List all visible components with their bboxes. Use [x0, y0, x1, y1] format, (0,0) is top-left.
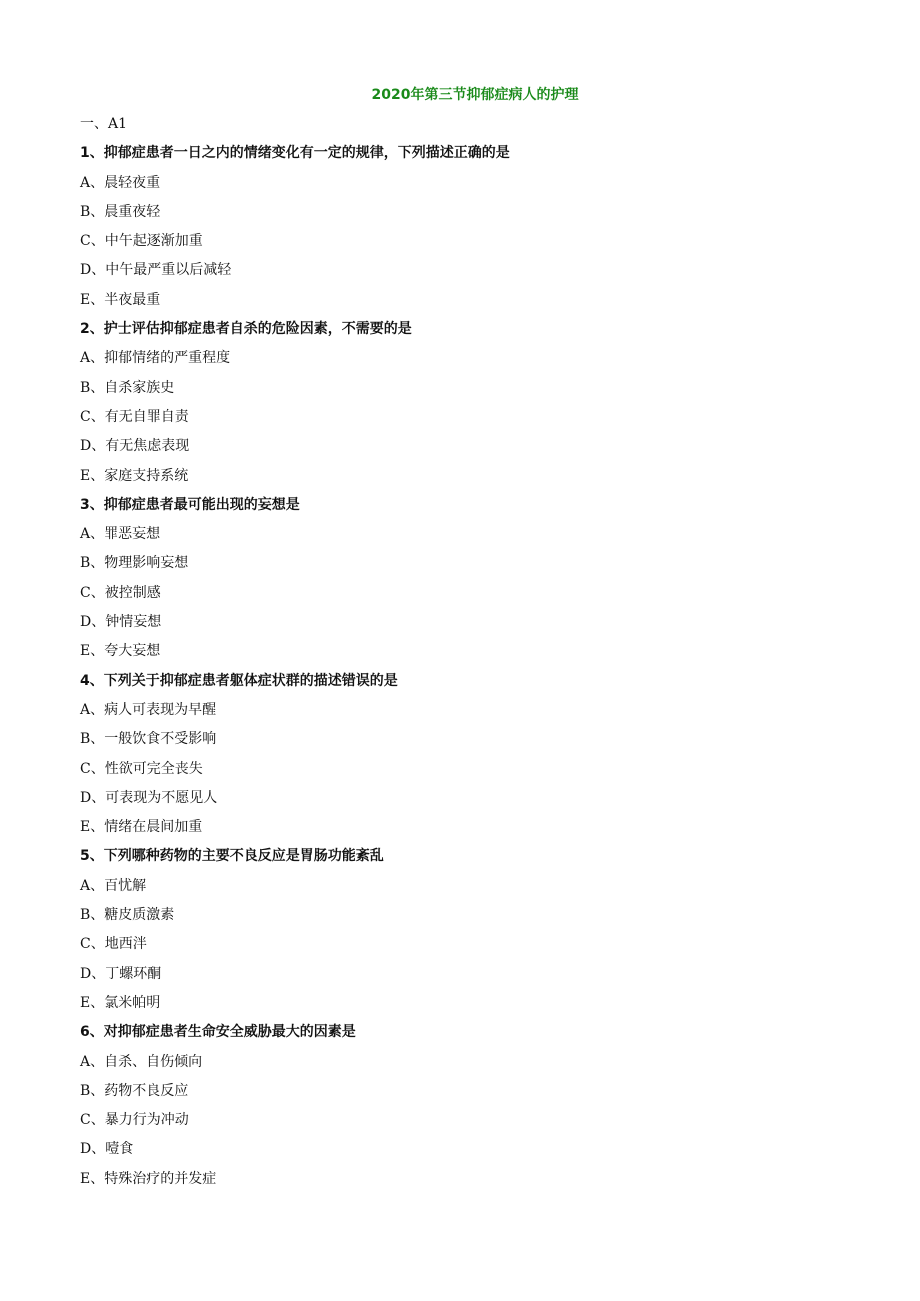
- answer-option: C、有无自罪自责: [80, 408, 189, 425]
- answer-option: A、病人可表现为早醒: [80, 701, 217, 718]
- answer-option: D、噎食: [80, 1141, 134, 1158]
- answer-option: B、一般饮食不受影响: [80, 731, 217, 748]
- question-text: 4、下列关于抑郁症患者躯体症状群的描述错误的是: [80, 672, 398, 689]
- question-block: [80, 494, 840, 670]
- question-text: 6、对抑郁症患者生命安全威胁最大的因素是: [80, 1024, 356, 1041]
- answer-option: A、自杀、自伤倾向: [80, 1053, 203, 1070]
- answer-option: B、物理影响妄想: [80, 555, 189, 572]
- answer-option: C、中午起逐渐加重: [80, 233, 203, 250]
- answer-option: D、中午最严重以后减轻: [80, 262, 232, 279]
- question-block: [80, 142, 840, 318]
- answer-option: B、药物不良反应: [80, 1082, 189, 1099]
- document-title: 2020年第三节抑郁症病人的护理: [371, 87, 579, 103]
- question-block: [80, 1021, 840, 1197]
- answer-option: C、性欲可完全丧失: [80, 760, 203, 777]
- answer-option: A、百忧解: [80, 877, 147, 894]
- answer-option: C、暴力行为冲动: [80, 1112, 189, 1129]
- question-list: [80, 113, 840, 1197]
- answer-option: E、情绪在晨间加重: [80, 819, 203, 836]
- answer-option: A、罪恶妄想: [80, 526, 161, 543]
- answer-option: B、自杀家族史: [80, 379, 175, 396]
- question-text: 5、下列哪种药物的主要不良反应是胃肠功能紊乱: [80, 848, 384, 865]
- answer-option: E、特殊治疗的并发症: [80, 1170, 217, 1187]
- answer-option: D、钟情妄想: [80, 614, 162, 631]
- answer-option: A、抑郁情绪的严重程度: [80, 350, 231, 367]
- question-text: 1、抑郁症患者一日之内的情绪变化有一定的规律，下列描述正确的是: [80, 145, 510, 162]
- answer-option: D、可表现为不愿见人: [80, 789, 218, 806]
- answer-option: B、糖皮质激素: [80, 907, 175, 924]
- answer-option: D、有无焦虑表现: [80, 438, 190, 455]
- question-block: [80, 845, 840, 1021]
- question-block: [80, 670, 840, 846]
- answer-option: C、地西泮: [80, 936, 147, 953]
- answer-option: E、夸大妄想: [80, 643, 161, 660]
- answer-option: E、氯米帕明: [80, 994, 161, 1011]
- question-text: 3、抑郁症患者最可能出现的妄想是: [80, 496, 300, 513]
- answer-option: E、家庭支持系统: [80, 467, 189, 484]
- question-block: [80, 318, 840, 494]
- question-text: 2、护士评估抑郁症患者自杀的危险因素，不需要的是: [80, 321, 412, 338]
- answer-option: B、晨重夜轻: [80, 203, 161, 220]
- answer-option: C、被控制感: [80, 584, 161, 601]
- answer-option: E、半夜最重: [80, 291, 161, 308]
- answer-option: A、晨轻夜重: [80, 174, 161, 191]
- section-heading: 一、A1: [80, 116, 128, 132]
- answer-option: D、丁螺环酮: [80, 965, 162, 982]
